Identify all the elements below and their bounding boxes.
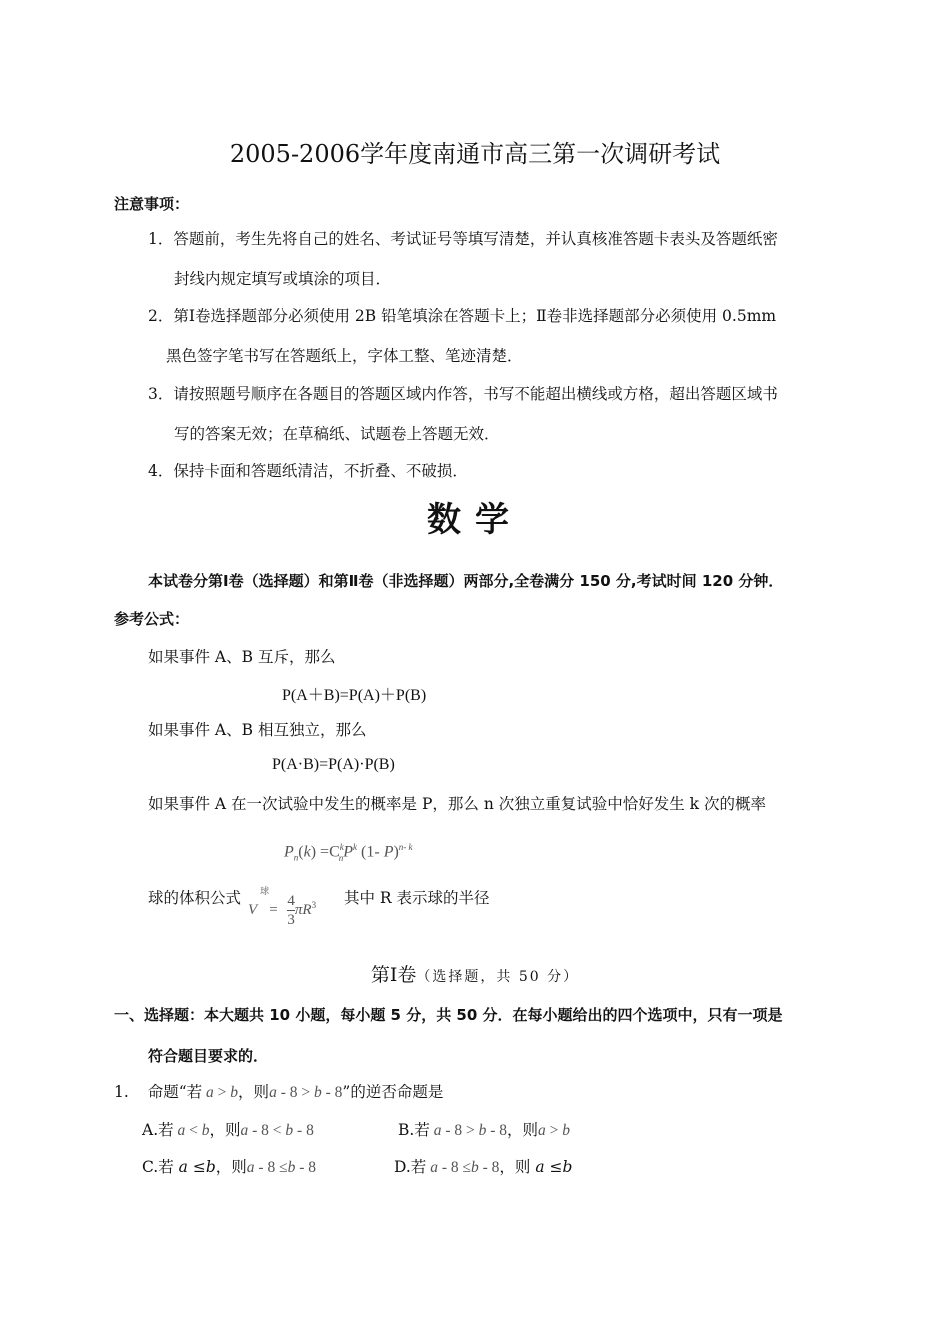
option-a-label: A.若 <box>142 1121 174 1139</box>
section-1-heading <box>0 960 950 987</box>
option-b[interactable]: B.若 a - 8 > b - 8，则a > b <box>398 1121 571 1139</box>
notice-item-2-line2: 黑色签字笔书写在答题纸上，字体工整、笔迹清楚． <box>166 347 523 365</box>
question-1-then: ，则 <box>238 1083 270 1101</box>
option-c[interactable]: C.若 a ≤b，则a - 8 ≤b - 8 <box>142 1158 317 1176</box>
section-1-instructions-line2: 符合题目要求的． <box>148 1047 269 1065</box>
sphere-formula: $V^球=$ $\frac{4}{3}$ $\pi R^3$ <box>248 886 317 929</box>
section-1-instructions-line1: 一、选择题：本大题共 10 小题，每小题 5 分，共 50 分．在每小题给出的四个选项中，只有一项是 <box>114 1006 783 1024</box>
question-1-stem-prefix: 命题“若 <box>147 1083 203 1101</box>
exam-title: 2005-2006学年度南通市高三第一次调研考试 <box>229 140 721 168</box>
exam-intro: 本试卷分第Ⅰ卷（选择题）和第Ⅱ卷（非选择题）两部分,全卷满分 150 分,考试时间 120 分钟． <box>148 572 784 590</box>
independent-formula: P(A·B)=P(A)·P(B) <box>272 756 395 773</box>
option-c-label: C.若 <box>142 1158 174 1176</box>
option-b-label: B.若 <box>398 1121 430 1139</box>
section-1-title: 第Ⅰ卷 <box>370 964 417 986</box>
question-1-stem-suffix: ”的逆否命题是 <box>342 1083 444 1101</box>
notice-heading: 注意事项： <box>114 195 190 213</box>
notice-item-3-line2: 写的答案无效；在草稿纸、试题卷上答题无效． <box>174 425 500 443</box>
option-c-then: ，则 <box>215 1158 247 1176</box>
section-1-subtitle: （选择题，共 50 分） <box>416 969 580 985</box>
subject-title: 数学 <box>427 500 523 540</box>
notice-item-3-line1: 3．请按照题号顺序在各题目的答题区域内作答，书写不能超出横线或方格，超出答题区域书 <box>148 385 778 403</box>
mutex-formula: P(A＋B)=P(A)＋P(B) <box>282 687 427 704</box>
option-a[interactable]: A.若 a < b，则a - 8 < b - 8 <box>142 1121 314 1139</box>
sphere-text: 球的体积公式 <box>148 889 242 907</box>
option-d[interactable]: D.若 a - 8 ≤b - 8，则 a ≤b <box>394 1158 573 1176</box>
sphere-note: 其中 R 表示球的半径 <box>344 889 490 907</box>
formulas-heading: 参考公式： <box>114 610 190 628</box>
notice-item-1-line1: 1．答题前，考生先将自己的姓名、考试证号等填写清楚，并认真核准答题卡表头及答题纸密 <box>148 230 778 248</box>
binomial-text: 如果事件 A 在一次试验中发生的概率是 P，那么 n 次独立重复试验中恰好发生 k 次的概率 <box>148 795 766 813</box>
option-d-then: ，则 <box>499 1158 531 1176</box>
mutex-text: 如果事件 A、B 互斥，那么 <box>148 648 336 666</box>
notice-item-1-line2: 封线内规定填写或填涂的项目． <box>174 270 392 288</box>
option-b-then: ，则 <box>507 1121 539 1139</box>
question-1-number: 1. <box>114 1083 129 1101</box>
notice-item-2-line1: 2．第Ⅰ卷选择题部分必须使用 2B 铅笔填涂在答题卡上；Ⅱ卷非选择题部分必须使用 0.5mm <box>148 307 777 325</box>
binomial-formula: $P_n(k) =C^k_nP^k$ (1- P)$^{n- k}$ <box>284 842 413 863</box>
option-d-label: D.若 <box>394 1158 427 1176</box>
independent-text: 如果事件 A、B 相互独立，那么 <box>148 721 367 739</box>
notice-item-4-line1: 4．保持卡面和答题纸清洁，不折叠、不破损． <box>148 462 468 480</box>
question-1: 1. 命题“若 a > b，则a - 8 > b - 8”的逆否命题是 <box>114 1083 444 1101</box>
option-a-then: ，则 <box>209 1121 241 1139</box>
